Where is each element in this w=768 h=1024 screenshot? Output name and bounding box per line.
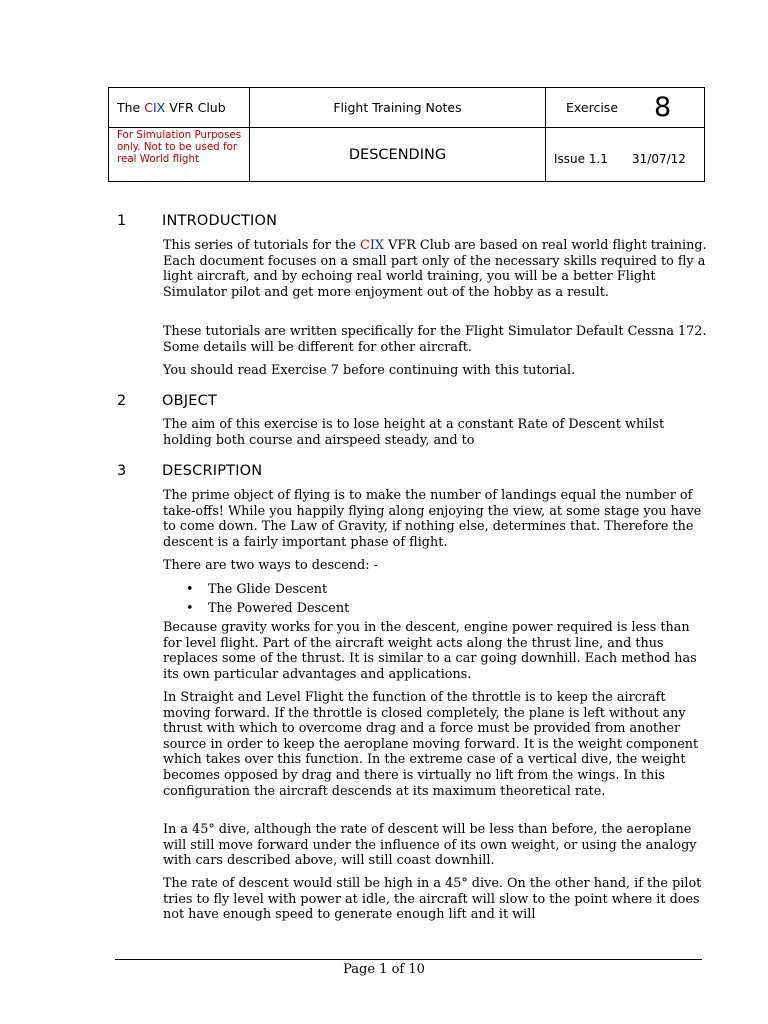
exercise-cell: [546, 88, 705, 128]
club-name: The CIX VFR Club: [109, 88, 250, 128]
paragraph: In a 45° dive, although the rate of descent will be less than before, the aeroplane will still move forward under the influence of its own weight, or using the analogy with cars described above, will still coast downhill.: [163, 822, 697, 869]
paragraph: Because gravity works for you in the descent, engine power required is less than for level flight. Part of the aircraft weight acts along the thrust line, and thus replaces some of the thrust. It is similar to a car going downhill. Each method has its own particular advantages and applications.: [163, 620, 697, 682]
issue-cell: [546, 128, 705, 182]
bullet-icon: •: [186, 601, 194, 616]
paragraph: This series of tutorials for the CIX VFR Club are based on real world flight training. Each document focuses on a small part only of the necessary skills required to fly a light aircraft, and by echoing real world training, you will be a better Flight Simulator pilot and get more enjoyment out of the hobby as a result.: [163, 238, 707, 300]
section-heading: OBJECT: [162, 393, 217, 409]
paragraph: You should read Exercise 7 before continuing with this tutorial.: [163, 363, 576, 378]
bullet-icon: •: [186, 582, 194, 597]
section-heading: DESCRIPTION: [162, 463, 263, 479]
exercise-number: 8: [654, 92, 672, 123]
paragraph: There are two ways to descend: -: [163, 558, 378, 573]
paragraph: The prime object of flying is to make the number of landings equal the number of take-offs! While you happily flying along enjoying the view, at some stage you have to come down. The Law of Gravity, if nothing else, determines that. Therefore the descent is a fairly important phase of flight.: [163, 488, 702, 550]
notes-title: Flight Training Notes: [250, 88, 546, 128]
simulation-notice: For Simulation Purposes only. Not to be used for real World flight: [109, 128, 250, 182]
section-number: 1: [117, 213, 127, 229]
issue-number: Issue 1.1: [554, 152, 608, 166]
paragraph: The rate of descent would still be high in a 45° dive. On the other hand, if the pilot tries to fly level with power at idle, the aircraft will slow to the point where it does not have enough speed to generate enough lift and it will: [163, 876, 702, 923]
paragraph: In Straight and Level Flight the function of the throttle is to keep the aircraft moving forward. If the throttle is closed completely, the plane is left without any thrust with which to overcome drag and a force must be provided from another source in order to keep the aeroplane moving forward. It is the weight component which takes over this function. In the extreme case of a vertical dive, the weight becomes opposed by drag and there is virtually no lift from the wings. In this configuration the aircraft descends at its maximum theoretical rate.: [163, 690, 699, 799]
section-heading: INTRODUCTION: [162, 213, 278, 229]
exercise-label: Exercise: [566, 100, 619, 115]
section-number: 2: [117, 393, 127, 409]
footer-divider: [115, 959, 702, 960]
document-title: DESCENDING: [250, 128, 546, 182]
header-table: [108, 87, 705, 182]
section-number: 3: [117, 463, 127, 479]
issue-date: 31/07/12: [632, 152, 686, 166]
page-number: Page 1 of 10: [343, 962, 425, 977]
paragraph: These tutorials are written specifically for the Flight Simulator Default Cessna 172. Some details will be different for other aircraft.: [163, 324, 707, 355]
paragraph: The aim of this exercise is to lose height at a constant Rate of Descent whilst holding both course and airspeed steady, and to: [163, 417, 665, 448]
